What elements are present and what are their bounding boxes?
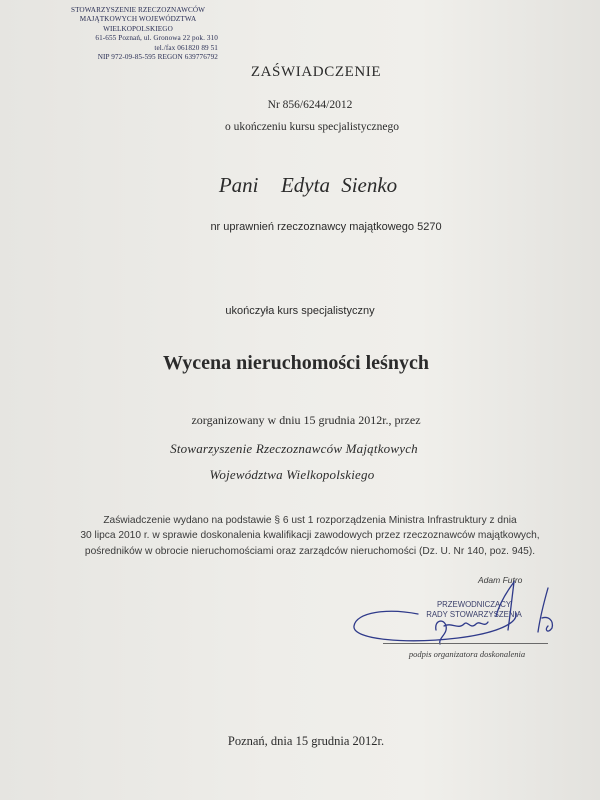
stamp-line-3: WIELKOPOLSKIEGO: [103, 24, 173, 33]
legal-line-3: pośredników w obrocie nieruchomościami oraz zarządców nieruchomości (Dz. U. Nr 140, poz. 945).: [84, 545, 536, 557]
stamp-line-5: tel./fax 061820 89 51: [154, 43, 218, 52]
certificate-about: o ukończeniu kursu specjalistycznego: [224, 121, 400, 133]
legal-basis: [50, 513, 570, 559]
permit-number: nr uprawnień rzeczoznawcy majątkowego 5270: [210, 221, 442, 233]
signatory-title-line-1: PRZEWODNICZĄCY: [436, 600, 512, 609]
organized-text: zorganizowany w dniu 15 grudnia 2012r., przez: [191, 413, 421, 427]
signatory-title-line-2: RADY STOWARZYSZENIA: [426, 609, 522, 619]
completed-text: ukończyła kurs specjalistyczny: [225, 305, 375, 317]
recipient-name: Pani Edyta Sienko: [218, 173, 398, 197]
place-and-date: Poznań, dnia 15 grudnia 2012r.: [227, 734, 385, 748]
signature-caption: podpis organizatora doskonalenia: [408, 649, 526, 659]
organization-stamp: [58, 6, 218, 62]
stamp-line-2: MAJĄTKOWYCH WOJEWÓDZTWA: [79, 15, 197, 24]
organizer-name-line-2: Województwa Wielkopolskiego: [209, 467, 375, 482]
legal-line-1: Zaświadczenie wydano na podstawie § 6 ust 1 rozporządzenia Ministra Infrastruktury z dnia: [103, 515, 517, 526]
course-name: Wycena nieruchomości leśnych: [163, 352, 429, 374]
stamp-line-4: 61-655 Poznań, ul. Gronowa 22 pok. 310: [95, 34, 218, 43]
legal-line-2: 30 lipca 2010 r. w sprawie doskonalenia kwalifikacji zawodowych przez rzeczoznawców majątkowych,: [80, 530, 540, 542]
signatory-name: Adam Futro: [478, 575, 523, 585]
organizer-name-line-1: Stowarzyszenie Rzeczoznawców Majątkowych: [170, 441, 418, 456]
signature-line: [383, 643, 548, 644]
stamp-line-6: NIP 972-09-85-595 REGON 639776792: [97, 53, 218, 62]
handwritten-signature: [348, 578, 578, 648]
certificate-title: ZAŚWIADCZENIE: [250, 64, 382, 80]
certificate-number: Nr 856/6244/2012: [267, 99, 353, 111]
stamp-line-1: STOWARZYSZENIE RZECZOZNAWCÓW: [70, 6, 206, 14]
